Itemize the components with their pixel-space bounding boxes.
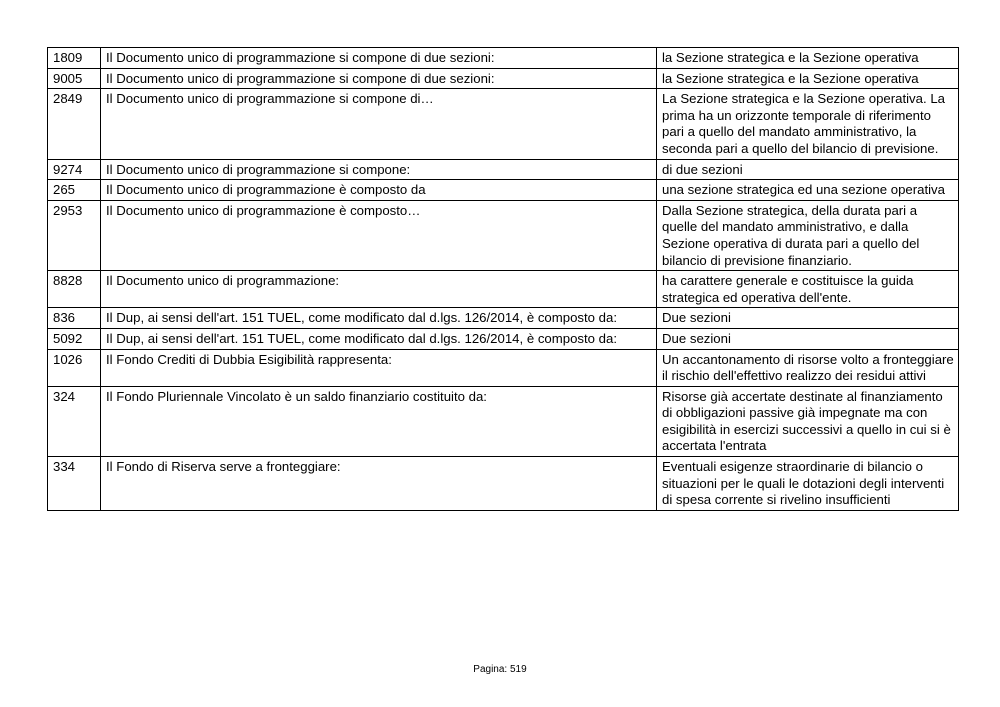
row-id-cell: 9274 — [48, 159, 101, 180]
answer-cell: Dalla Sezione strategica, della durata pari a quelle del mandato amministrativo, e dalla Sezione operativa di durata pari a quello del bilancio di previsione finanziario. — [657, 200, 959, 270]
answer-cell: Due sezioni — [657, 328, 959, 349]
table-row — [48, 386, 959, 456]
question-cell: Il Fondo Crediti di Dubbia Esigibilità rappresenta: — [101, 349, 657, 386]
row-id-cell: 2849 — [48, 89, 101, 159]
table-row — [48, 328, 959, 349]
page-number: Pagina: 519 — [473, 664, 527, 675]
row-id-cell: 265 — [48, 180, 101, 201]
row-id-cell: 324 — [48, 386, 101, 456]
table-row — [48, 349, 959, 386]
question-cell: Il Documento unico di programmazione si compone di… — [101, 89, 657, 159]
row-id-cell: 334 — [48, 457, 101, 511]
row-id-cell: 8828 — [48, 271, 101, 308]
question-cell: Il Documento unico di programmazione: — [101, 271, 657, 308]
answer-cell: la Sezione strategica e la Sezione operativa — [657, 48, 959, 69]
answer-cell: La Sezione strategica e la Sezione operativa. La prima ha un orizzonte temporale di riferimento pari a quello del mandato amministrativo, la seconda pari a quello del bilancio di previsione. — [657, 89, 959, 159]
table-row — [48, 159, 959, 180]
question-cell: Il Documento unico di programmazione è composto da — [101, 180, 657, 201]
row-id-cell: 1026 — [48, 349, 101, 386]
table-row — [48, 200, 959, 270]
answer-cell: ha carattere generale e costituisce la guida strategica ed operativa dell'ente. — [657, 271, 959, 308]
question-cell: Il Documento unico di programmazione si compone di due sezioni: — [101, 68, 657, 89]
answer-cell: Eventuali esigenze straordinarie di bilancio o situazioni per le quali le dotazioni degli interventi di spesa corrente si rivelino insufficienti — [657, 457, 959, 511]
answer-cell: Due sezioni — [657, 308, 959, 329]
answer-cell: Un accantonamento di risorse volto a fronteggiare il rischio dell'effettivo realizzo dei residui attivi — [657, 349, 959, 386]
question-cell: Il Documento unico di programmazione si compone: — [101, 159, 657, 180]
table-row — [48, 48, 959, 69]
table-row — [48, 457, 959, 511]
answer-cell: Risorse già accertate destinate al finanziamento di obbligazioni passive già impegnate ma con esigibilità in esercizi successivi a quello in cui si è accertata l'entrata — [657, 386, 959, 456]
answer-cell: la Sezione strategica e la Sezione operativa — [657, 68, 959, 89]
answer-cell: una sezione strategica ed una sezione operativa — [657, 180, 959, 201]
table-row — [48, 68, 959, 89]
table-row — [48, 89, 959, 159]
row-id-cell: 2953 — [48, 200, 101, 270]
answer-cell: di due sezioni — [657, 159, 959, 180]
row-id-cell: 836 — [48, 308, 101, 329]
question-table-body — [48, 48, 959, 511]
row-id-cell: 9005 — [48, 68, 101, 89]
table-row — [48, 308, 959, 329]
question-cell: Il Documento unico di programmazione è composto… — [101, 200, 657, 270]
question-cell: Il Documento unico di programmazione si compone di due sezioni: — [101, 48, 657, 69]
question-cell: Il Fondo Pluriennale Vincolato è un saldo finanziario costituito da: — [101, 386, 657, 456]
question-table — [47, 47, 959, 511]
row-id-cell: 1809 — [48, 48, 101, 69]
table-row — [48, 180, 959, 201]
question-table-container — [47, 47, 958, 511]
question-cell: Il Fondo di Riserva serve a fronteggiare: — [101, 457, 657, 511]
question-cell: Il Dup, ai sensi dell'art. 151 TUEL, come modificato dal d.lgs. 126/2014, è composto da: — [101, 328, 657, 349]
row-id-cell: 5092 — [48, 328, 101, 349]
table-row — [48, 271, 959, 308]
question-cell: Il Dup, ai sensi dell'art. 151 TUEL, come modificato dal d.lgs. 126/2014, è composto da: — [101, 308, 657, 329]
